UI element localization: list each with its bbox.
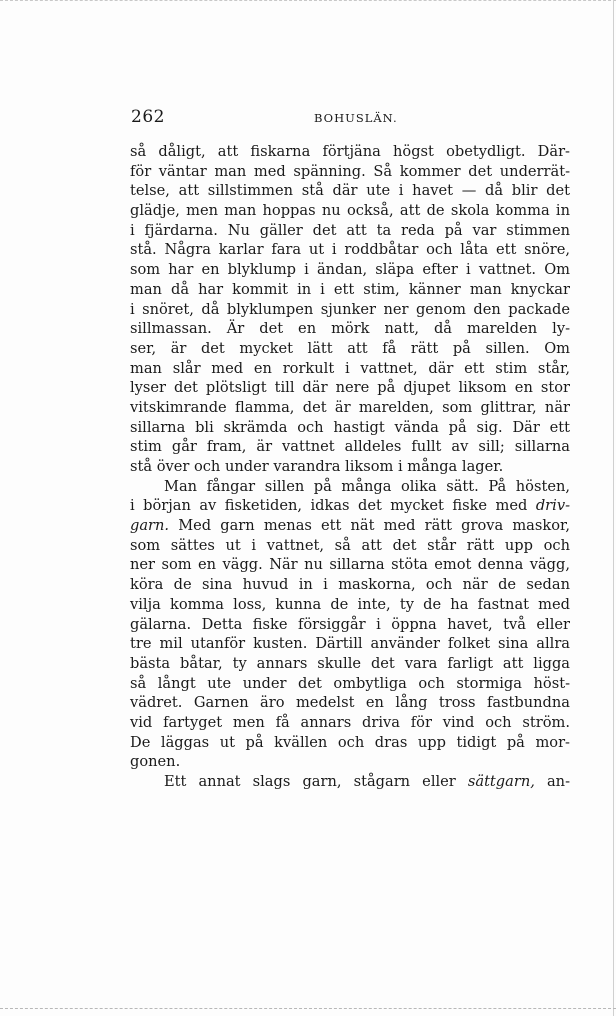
text-line: Man fångar sillen på många olika sätt. På hösten, <box>164 477 570 495</box>
body-text <box>130 142 570 792</box>
text-line: stå över och under varandra liksom i många lager. <box>130 458 504 475</box>
text-line: vilja komma loss, kunna de inte, ty de ha fastnat med <box>130 595 570 613</box>
text-fragment: Med garn menas ett nät med rätt grova maskor, <box>178 517 570 535</box>
text-line: som sättes ut i vattnet, så att det står rätt upp och <box>130 536 570 554</box>
text-line: som har en blyklump i ändan, släpa efter i vattnet. Om <box>130 261 570 279</box>
text-line: lyser det plötsligt till där nere på djupet liksom en stor <box>130 379 570 397</box>
text-line: telse, att sillstimmen stå där ute i havet — då blir det <box>130 182 570 200</box>
text-line: vitskimrande flamma, det är marelden, som glittrar, när <box>130 398 570 416</box>
text-line: stim går fram, är vattnet alldeles fullt av sill; sillarna <box>130 438 570 456</box>
text-fragment: i början av fisketiden, idkas det mycket fiske med <box>130 497 528 515</box>
text-line: sillarna bli skrämda och hastigt vända på sig. Där ett <box>130 418 570 436</box>
text-line: tre mil utanför kusten. Därtill använder folket sina allra <box>130 635 570 653</box>
italic-term-sattgarn: sättgarn, <box>467 773 535 790</box>
text-line: man då har kommit in i ett stim, känner man knyckar <box>130 280 570 298</box>
scan-edge-top <box>0 0 616 4</box>
text-line: i snöret, då blyklumpen sjunker ner genom den packade <box>130 300 570 318</box>
text-line: sillmassan. Är det en mörk natt, då marelden ly- <box>130 320 570 338</box>
text-line: bästa båtar, ty annars skulle det vara farligt att ligga <box>130 654 570 672</box>
text-line: De läggas ut på kvällen och dras upp tidigt på mor- <box>130 733 570 751</box>
text-line: så dåligt, att fiskarna förtjäna högst obetydligt. Där- <box>130 143 570 160</box>
text-line: man slår med en rorkult i vattnet, där ett stim står, <box>130 359 570 377</box>
text-line: ser, är det mycket lätt att få rätt på sillen. Om <box>130 339 570 357</box>
text-line: vid fartyget men få annars driva för vind och ström. <box>130 713 570 731</box>
text-line: köra de sina huvud in i maskorna, och när de sedan <box>130 576 570 594</box>
text-line: gälarna. Detta fiske försiggår i öppna havet, två eller <box>130 615 570 633</box>
text-line: vädret. Garnen äro medelst en lång tross fastbundna <box>130 694 570 712</box>
text-line <box>130 516 570 536</box>
text-line: gonen. <box>130 753 181 771</box>
italic-term-drivgarn: driv- <box>535 497 571 515</box>
text-line <box>130 772 570 792</box>
text-line <box>130 496 570 516</box>
text-fragment: Ett annat slags garn, stågarn eller <box>164 773 456 790</box>
text-line: så långt ute under det ombytliga och stormiga höst- <box>130 674 570 692</box>
scan-edge-right <box>613 0 614 1016</box>
italic-term-drivgarn: garn. <box>130 517 170 535</box>
text-line: stå. Några karlar fara ut i roddbåtar och låta ett snöre, <box>130 241 570 259</box>
scan-edge-bottom <box>0 1008 616 1010</box>
running-head: BOHUSLÄN. <box>314 111 398 125</box>
text-line: i fjärdarna. Nu gäller det att ta reda på var stimmen <box>130 221 570 239</box>
text-line: ner som en vägg. När nu sillarna stöta emot denna vägg, <box>130 556 570 574</box>
page-number: 262 <box>131 107 165 127</box>
text-fragment: an- <box>546 773 570 790</box>
text-line: glädje, men man hoppas nu också, att de skola komma in <box>130 202 570 220</box>
text-line: för väntar man med spänning. Så kommer det underrät- <box>130 162 570 180</box>
